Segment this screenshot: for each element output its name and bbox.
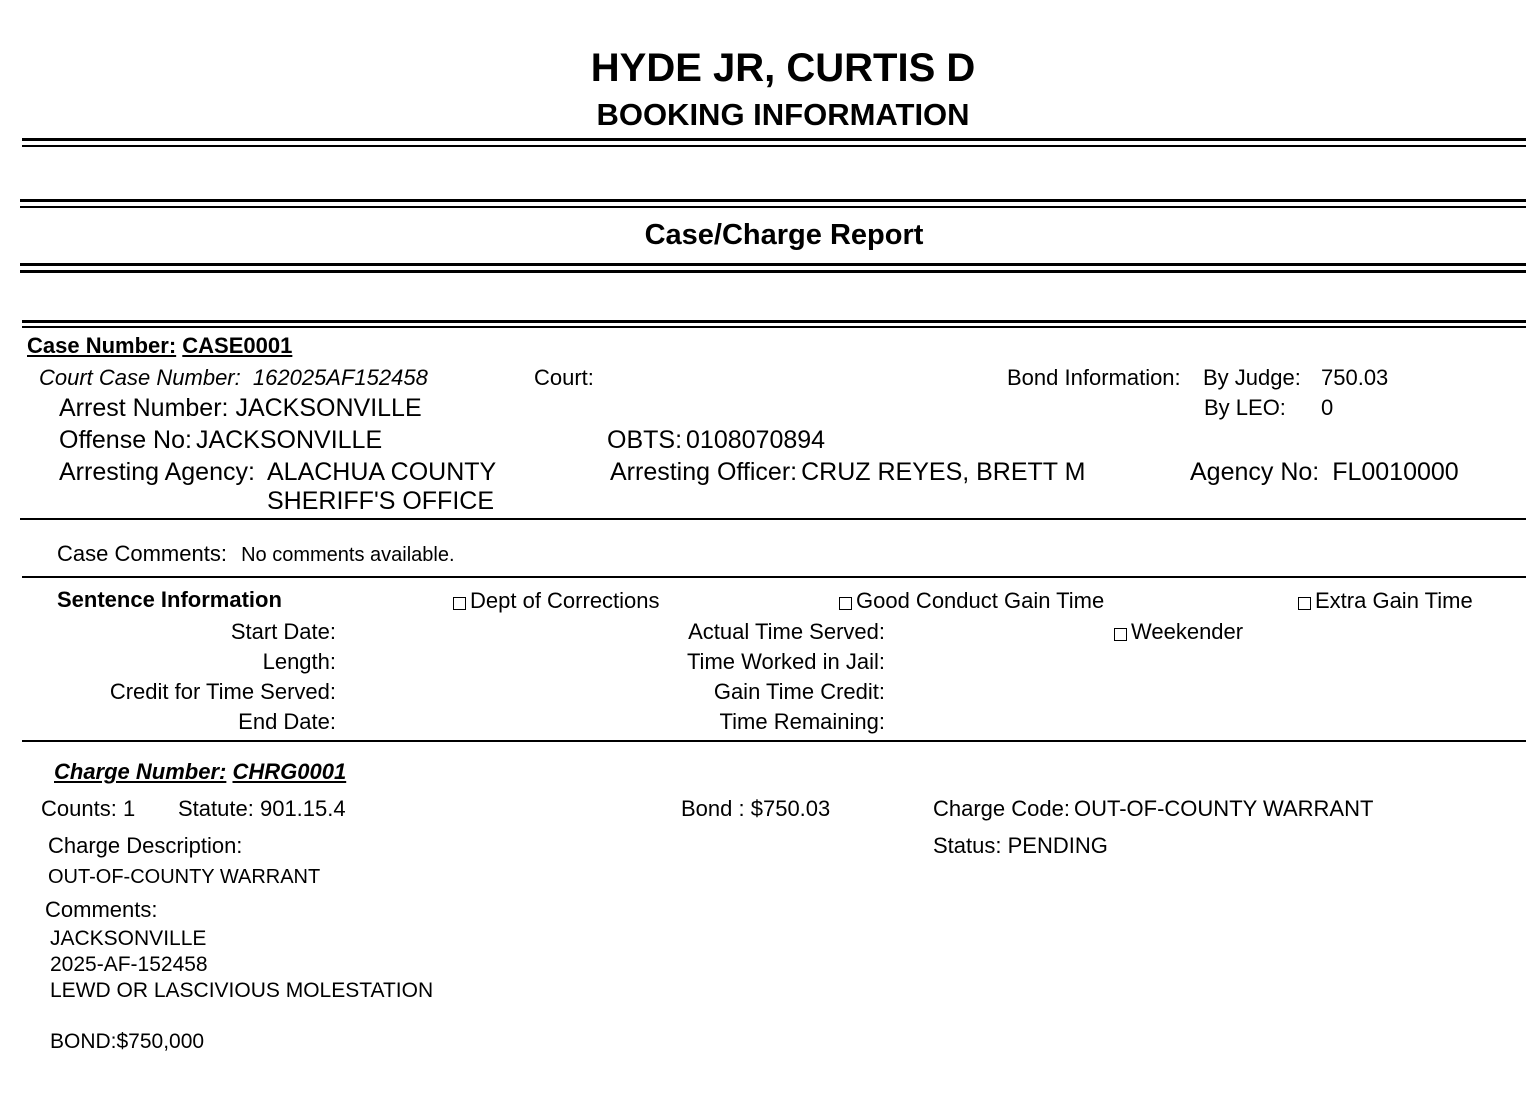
divider	[20, 206, 1526, 208]
court-case-number	[39, 365, 428, 391]
checkbox-icon	[1298, 597, 1311, 610]
agency-no	[1190, 458, 1459, 487]
time-remaining-label: Time Remaining:	[719, 709, 885, 734]
checkbox-icon	[1114, 628, 1127, 641]
arrest-number	[59, 394, 422, 423]
case-comments-label: Case Comments:	[57, 541, 227, 566]
by-leo-label: By LEO:	[1204, 395, 1286, 420]
divider	[20, 263, 1526, 266]
divider	[22, 740, 1526, 742]
divider	[22, 326, 1526, 328]
case-comments	[57, 541, 455, 567]
arrest-number-label: Arrest Number:	[59, 394, 229, 422]
bond-value: $750.03	[750, 796, 831, 821]
offense-no-label: Offense No:	[59, 426, 192, 454]
divider	[22, 138, 1526, 141]
arrest-number-value: JACKSONVILLE	[235, 394, 422, 422]
offense-no	[59, 426, 382, 455]
actual-time-served-label: Actual Time Served:	[688, 619, 885, 644]
time-worked-label: Time Worked in Jail:	[686, 649, 885, 674]
status	[933, 833, 1108, 859]
charge-number	[54, 759, 346, 785]
bond-label: Bond :	[681, 796, 745, 821]
by-judge-label: By Judge:	[1203, 365, 1301, 390]
statute-label: Statute:	[178, 796, 254, 821]
good-conduct-checkbox	[839, 588, 1104, 614]
court	[534, 365, 594, 391]
charge-description-value: OUT-OF-COUNTY WARRANT	[48, 866, 321, 888]
case-number-value: CASE0001	[182, 333, 293, 358]
offense-no-value: JACKSONVILLE	[195, 426, 383, 454]
divider	[20, 199, 1526, 202]
counts-value: 1	[122, 796, 136, 821]
divider	[22, 576, 1526, 578]
by-judge-value: 750.03	[1321, 365, 1389, 390]
bond-information-label: Bond Information:	[1007, 365, 1181, 390]
person-name: HYDE JR, CURTIS D	[590, 46, 976, 90]
comment-line: JACKSONVILLE	[50, 927, 207, 950]
obts-value: 0108070894	[686, 426, 826, 454]
agency-no-label: Agency No:	[1190, 458, 1320, 486]
report-title: Case/Charge Report	[644, 219, 924, 251]
arresting-officer	[610, 458, 1085, 487]
document-subtitle: BOOKING INFORMATION	[596, 97, 970, 132]
divider	[20, 270, 1526, 273]
obts	[607, 426, 825, 455]
arresting-agency-line2: SHERIFF'S OFFICE	[267, 487, 495, 515]
charge-code	[933, 796, 1373, 822]
sentence-heading: Sentence Information	[57, 587, 282, 612]
agency-no-value: FL0010000	[1332, 458, 1459, 486]
arresting-agency-line1: ALACHUA COUNTY	[267, 458, 497, 486]
dept-corrections-checkbox	[453, 588, 660, 614]
start-date-label: Start Date:	[230, 619, 336, 644]
status-value: PENDING	[1007, 833, 1108, 858]
divider	[22, 320, 1526, 323]
statute-value: 901.15.4	[259, 796, 346, 821]
court-label: Court:	[534, 365, 594, 390]
credit-time-served-label: Credit for Time Served:	[109, 679, 336, 704]
case-number	[27, 333, 292, 359]
court-case-number-value: 162025AF152458	[252, 365, 428, 390]
arresting-agency-label: Arresting Agency:	[59, 458, 255, 486]
gain-time-credit-label: Gain Time Credit:	[713, 679, 885, 704]
good-conduct-label: Good Conduct Gain Time	[856, 588, 1105, 613]
charge-code-value: OUT-OF-COUNTY WARRANT	[1073, 796, 1374, 821]
obts-label: OBTS:	[607, 426, 683, 454]
arresting-officer-value: CRUZ REYES, BRETT M	[801, 458, 1086, 486]
checkbox-icon	[453, 597, 466, 610]
statute	[178, 796, 346, 822]
checkbox-icon	[839, 597, 852, 610]
case-comments-value: No comments available.	[241, 544, 455, 566]
charge-code-label: Charge Code:	[933, 796, 1070, 821]
court-case-number-label: Court Case Number:	[39, 365, 241, 390]
by-leo-value: 0	[1321, 395, 1334, 420]
divider	[20, 518, 1526, 520]
extra-gain-label: Extra Gain Time	[1315, 588, 1473, 613]
charge-number-value: CHRG0001	[232, 759, 347, 784]
comment-line: LEWD OR LASCIVIOUS MOLESTATION	[50, 979, 434, 1002]
charge-description-label: Charge Description:	[48, 833, 243, 858]
case-number-label: Case Number:	[27, 333, 177, 358]
status-label: Status:	[933, 833, 1002, 858]
bond-note: BOND:$750,000	[50, 1030, 205, 1053]
dept-corrections-label: Dept of Corrections	[470, 588, 660, 613]
counts-label: Counts:	[41, 796, 117, 821]
extra-gain-checkbox	[1298, 588, 1473, 614]
counts	[41, 796, 135, 822]
arresting-officer-label: Arresting Officer:	[610, 458, 798, 486]
charge-number-label: Charge Number:	[54, 759, 227, 784]
comments-label: Comments:	[45, 897, 158, 922]
weekender-checkbox	[1114, 619, 1243, 645]
divider	[22, 145, 1526, 147]
bond	[681, 796, 830, 822]
length-label: Length:	[262, 649, 336, 674]
weekender-label: Weekender	[1131, 619, 1244, 644]
comment-line: 2025-AF-152458	[50, 953, 208, 976]
end-date-label: End Date:	[238, 709, 336, 734]
